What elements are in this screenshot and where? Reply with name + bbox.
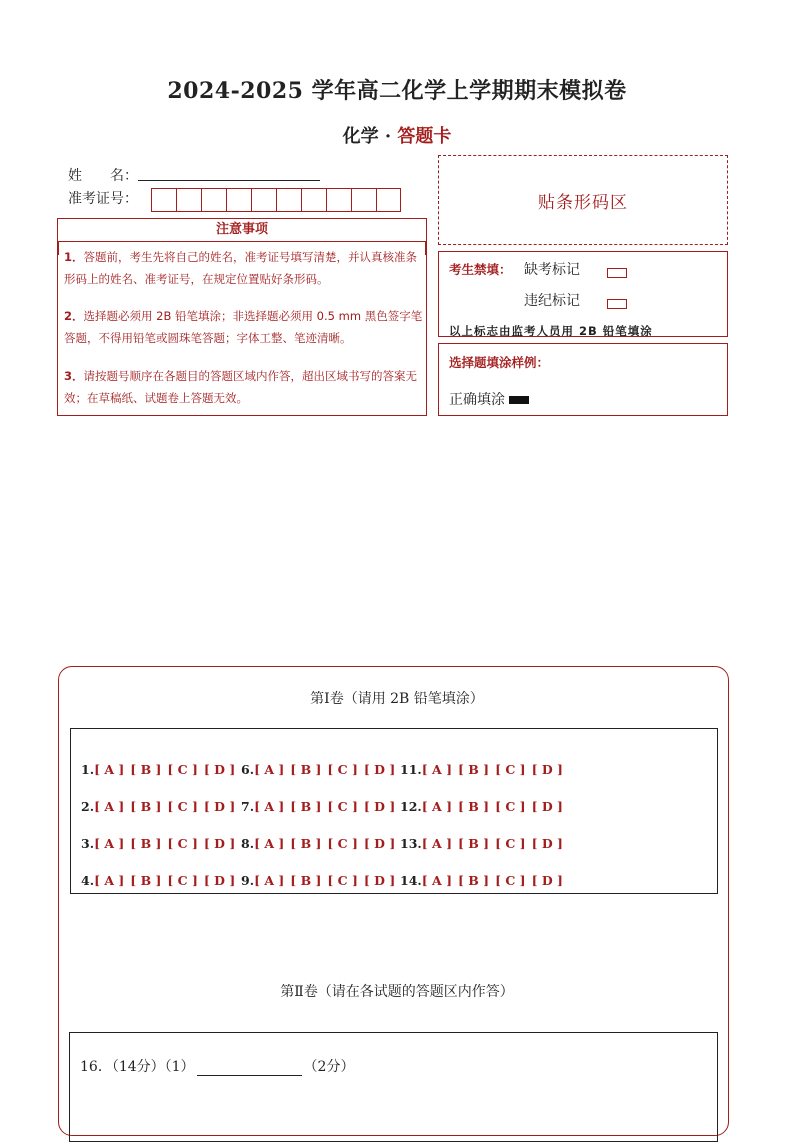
question-number: 4. [81, 873, 95, 888]
question-number: 1. [81, 762, 95, 777]
question-number: 8. [241, 836, 255, 851]
exam-box-note: 以上标志由监考人员用 2B 铅笔填涂 [449, 324, 653, 337]
answer-option-bubble[interactable]: [ A ] [254, 873, 285, 888]
answer-option-bubble[interactable]: [ D ] [203, 799, 236, 814]
question-number: 11. [400, 762, 422, 777]
answer-option-bubble[interactable]: [ A ] [421, 836, 452, 851]
answer-option-bubble[interactable]: [ B ] [457, 836, 490, 851]
answer-option-bubble[interactable]: [ A ] [94, 873, 125, 888]
notice-item: 1．答题前，考生先将自己的姓名，准考证号填写清楚，并认真核准条形码上的姓名、准考证号，在规定位置贴好条形码。 [64, 250, 418, 286]
choice-question [81, 836, 241, 851]
exam-box-label: 考生禁填： [449, 262, 512, 277]
answer-option-bubble[interactable]: [ D ] [531, 836, 563, 851]
choice-question [400, 836, 569, 851]
part1-title: 第Ⅰ卷（请用 2B 铅笔填涂） [310, 691, 484, 707]
page-subtitle [0, 122, 794, 148]
subtitle-separator: · [378, 126, 398, 147]
question-number: 14. [400, 873, 422, 888]
id-digit-box[interactable] [151, 188, 176, 212]
answer-option-bubble[interactable]: [ A ] [254, 799, 285, 814]
answer-option-bubble[interactable]: [ B ] [130, 873, 162, 888]
correct-fill-example [449, 389, 529, 409]
id-digit-box[interactable] [226, 188, 251, 212]
answer-option-bubble[interactable]: [ C ] [327, 762, 358, 777]
notice-divider [425, 241, 426, 255]
answer-option-bubble[interactable]: [ D ] [363, 873, 396, 888]
violation-mark-box[interactable] [607, 293, 627, 312]
q16-blank[interactable] [197, 1061, 302, 1076]
choice-question [241, 799, 401, 814]
q16-line [80, 1056, 354, 1076]
answer-option-bubble[interactable]: [ A ] [421, 762, 452, 777]
answer-option-bubble[interactable]: [ B ] [457, 873, 490, 888]
answer-option-bubble[interactable]: [ D ] [531, 762, 563, 777]
answer-option-bubble[interactable]: [ B ] [130, 836, 162, 851]
barcode-area [438, 155, 728, 245]
id-digit-box[interactable] [176, 188, 201, 212]
answer-option-bubble[interactable]: [ C ] [327, 799, 358, 814]
choice-question [81, 762, 241, 777]
choice-question [241, 762, 401, 777]
id-digit-box[interactable] [351, 188, 376, 212]
answer-option-bubble[interactable]: [ B ] [457, 762, 490, 777]
answer-option-bubble[interactable]: [ C ] [167, 762, 198, 777]
answer-option-bubble[interactable]: [ D ] [203, 762, 236, 777]
choice-question [400, 799, 569, 814]
answer-option-bubble[interactable]: [ B ] [290, 873, 322, 888]
q16-answer-box [69, 1032, 718, 1142]
choice-question [400, 762, 569, 777]
notice-box [57, 218, 427, 416]
choice-question [81, 873, 241, 888]
notice-divider [58, 241, 59, 255]
answer-option-bubble[interactable]: [ D ] [531, 873, 563, 888]
answer-option-bubble[interactable]: [ B ] [290, 762, 322, 777]
q16-score: （2分） [303, 1059, 355, 1075]
answer-option-bubble[interactable]: [ C ] [495, 873, 526, 888]
answer-option-bubble[interactable]: [ C ] [495, 836, 526, 851]
violation-mark-label: 违纪标记 [524, 293, 580, 309]
notice-title: 注意事项 [58, 219, 426, 242]
absent-mark-label: 缺考标记 [524, 262, 580, 278]
part2-title: 第Ⅱ卷（请在各试题的答题区内作答） [280, 984, 514, 1000]
answer-option-bubble[interactable]: [ C ] [167, 799, 198, 814]
correct-fill-label: 正确填涂 [449, 392, 505, 408]
answer-option-bubble[interactable]: [ A ] [94, 836, 125, 851]
answer-card-label: 答题卡 [397, 126, 452, 147]
answer-option-bubble[interactable]: [ A ] [421, 799, 452, 814]
choice-question [241, 873, 401, 888]
question-number: 12. [400, 799, 422, 814]
notice-item: 2．选择题必须用 2B 铅笔填涂；非选择题必须用 0.5 mm 黑色签字笔答题，不得用铅笔或圆珠笔答题；字体工整、笔迹清晰。 [64, 309, 423, 345]
answer-option-bubble[interactable]: [ D ] [363, 836, 396, 851]
answer-option-bubble[interactable]: [ A ] [421, 873, 452, 888]
id-digit-box[interactable] [376, 188, 401, 212]
fill-sample-box [438, 343, 728, 416]
answer-option-bubble[interactable]: [ B ] [457, 799, 490, 814]
name-label: 姓 名： [68, 168, 138, 184]
question-number: 7. [241, 799, 255, 814]
answer-option-bubble[interactable]: [ C ] [167, 873, 198, 888]
choice-question [400, 873, 569, 888]
absent-mark-box[interactable] [607, 262, 627, 281]
notice-item: 3．请按题号顺序在各题目的答题区域内作答，超出区域书写的答案无效；在草稿纸、试题卷上答题无效。 [64, 369, 418, 405]
choice-question [241, 836, 401, 851]
name-field[interactable] [138, 180, 320, 181]
filled-mark-icon [509, 396, 529, 404]
answer-option-bubble[interactable]: [ C ] [495, 762, 526, 777]
answer-option-bubble[interactable]: [ D ] [203, 836, 236, 851]
fill-sample-label: 选择题填涂样例： [449, 355, 550, 370]
exam-id-label: 准考证号： [68, 191, 138, 207]
answer-option-bubble[interactable]: [ D ] [531, 799, 563, 814]
answer-option-bubble[interactable]: [ A ] [254, 762, 285, 777]
id-digit-box[interactable] [301, 188, 326, 212]
subject-label: 化学 [342, 126, 379, 147]
question-number: 13. [400, 836, 422, 851]
question-number: 6. [241, 762, 255, 777]
answer-option-bubble[interactable]: [ A ] [254, 836, 285, 851]
answer-option-bubble[interactable]: [ C ] [327, 873, 358, 888]
exam-marks-box [438, 251, 728, 337]
answer-option-bubble[interactable]: [ D ] [363, 799, 396, 814]
question-number: 3. [81, 836, 95, 851]
exam-id-boxes[interactable] [151, 188, 401, 212]
answer-option-bubble[interactable]: [ B ] [130, 799, 162, 814]
id-digit-box[interactable] [251, 188, 276, 212]
answer-option-bubble[interactable]: [ D ] [363, 762, 396, 777]
question-number: 2. [81, 799, 95, 814]
question-number: 9. [241, 873, 255, 888]
id-digit-box[interactable] [201, 188, 226, 212]
choice-question [81, 799, 241, 814]
answer-option-bubble[interactable]: [ A ] [94, 762, 125, 777]
answer-option-bubble[interactable]: [ C ] [327, 836, 358, 851]
answer-option-bubble[interactable]: [ B ] [290, 836, 322, 851]
page-title: 2024-2025 学年高二化学上学期期末模拟卷 [167, 78, 627, 104]
q16-prefix: 16．（14分）（1） [80, 1059, 195, 1075]
answer-option-bubble[interactable]: [ C ] [167, 836, 198, 851]
answer-option-bubble[interactable]: [ B ] [130, 762, 162, 777]
answer-option-bubble[interactable]: [ C ] [495, 799, 526, 814]
id-digit-box[interactable] [276, 188, 301, 212]
barcode-label: 贴条形码区 [538, 192, 628, 213]
answer-option-bubble[interactable]: [ D ] [203, 873, 236, 888]
answer-option-bubble[interactable]: [ B ] [290, 799, 322, 814]
id-digit-box[interactable] [326, 188, 351, 212]
answer-option-bubble[interactable]: [ A ] [94, 799, 125, 814]
